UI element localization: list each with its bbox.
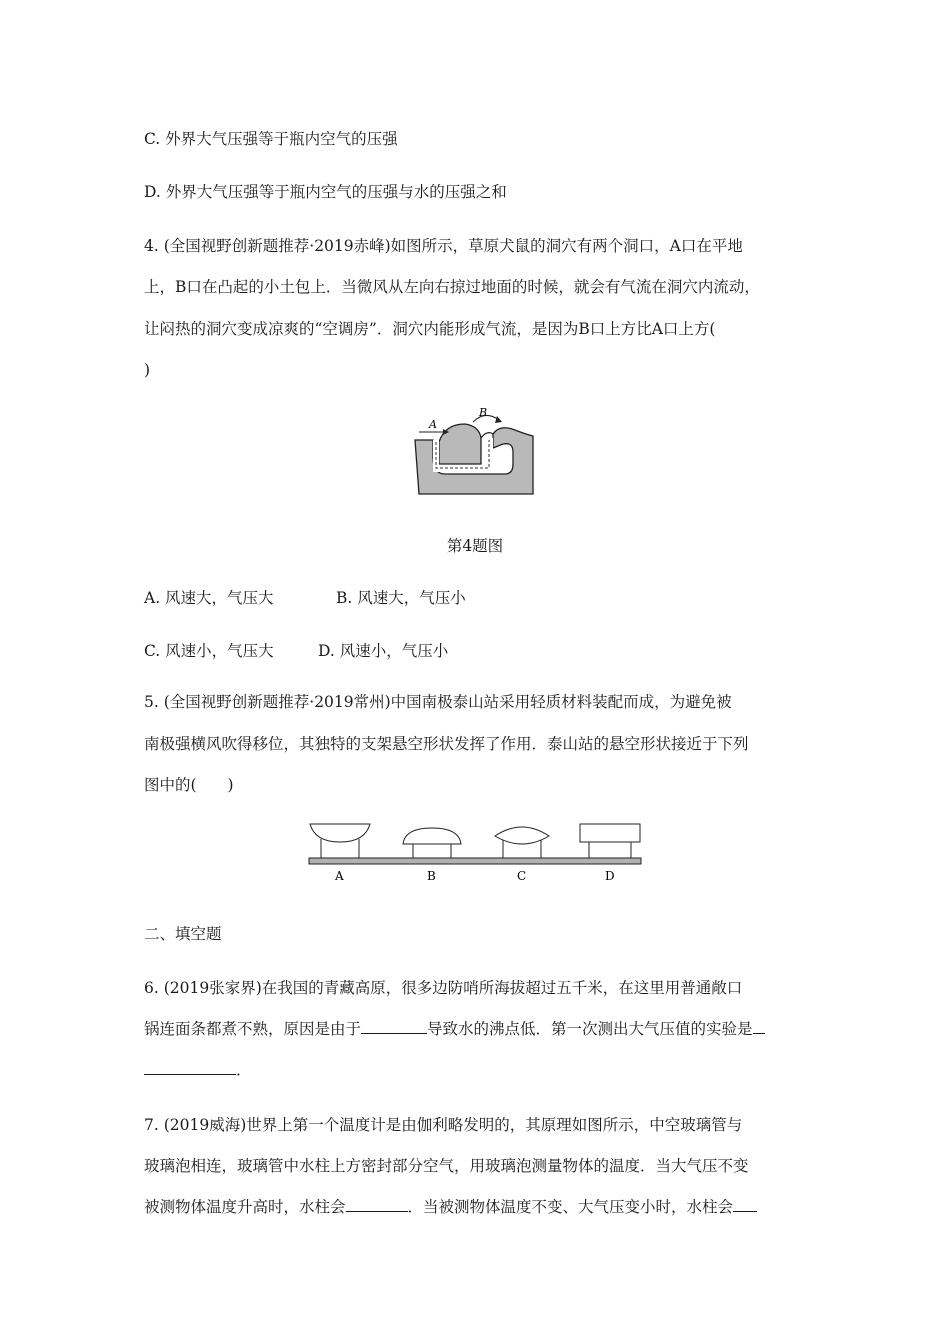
q5-stem-line-1: 5. (全国视野创新题推荐·2019常州)中国南极泰山站采用轻质材料装配而成，为避免被 xyxy=(144,693,732,711)
q5-label-b: B xyxy=(427,869,436,883)
q4-option-c: C. 风速小，气压大 xyxy=(144,642,274,660)
q7-stem-line-3 xyxy=(144,1196,757,1218)
q7-text-a: 被测物体温度升高时，水柱会 xyxy=(144,1198,346,1216)
q6-stem-line-2 xyxy=(144,1018,765,1040)
q6-stem-line-1: 6. (2019张家界)在我国的青藏高原，很多边防哨所海拔超过五千米，在这里用普通敞口 xyxy=(144,979,743,997)
q5-station-figure xyxy=(305,820,645,888)
q7-text-b: ．当被测物体温度不变、大气压变小时，水柱会 xyxy=(407,1198,734,1216)
q5-stem-line-3: 图中的( ) xyxy=(144,776,234,794)
q3-option-d: D. 外界大气压强等于瓶内空气的压强与水的压强之和 xyxy=(144,183,507,201)
section-title-fill-in: 二、填空题 xyxy=(144,925,222,943)
q4-stem-line-3: 让闷热的洞穴变成凉爽的“空调房”．洞穴内能形成气流，是因为B口上方比A口上方( xyxy=(144,320,716,338)
q7-stem-line-2: 玻璃泡相连，玻璃管中水柱上方密封部分空气，用玻璃泡测量物体的温度．当大气压不变 xyxy=(144,1157,749,1175)
q5-stem-line-2: 南极强横风吹得移位，其独特的支架悬空形状发挥了作用．泰山站的悬空形状接近于下列 xyxy=(144,735,749,753)
q7-blank-1[interactable] xyxy=(346,1197,408,1212)
q4-label-a: A xyxy=(429,418,437,431)
q4-figure-caption: 第4题图 xyxy=(446,537,504,555)
q6-stem-line-3 xyxy=(144,1059,252,1081)
q4-stem-line-4: ) xyxy=(144,361,151,379)
q6-blank-2-end[interactable] xyxy=(144,1060,236,1075)
q4-stem-line-1: 4. (全国视野创新题推荐·2019赤峰)如图所示，草原犬鼠的洞穴有两个洞口，A口在平地 xyxy=(144,237,743,255)
q7-blank-2[interactable] xyxy=(733,1197,757,1212)
q5-label-c: C xyxy=(517,869,527,883)
q5-label-d: D xyxy=(605,869,615,883)
q6-blank-1[interactable] xyxy=(361,1019,427,1034)
q7-stem-line-1: 7. (2019威海)世界上第一个温度计是由伽利略发明的，其原理如图所示，中空玻璃管与 xyxy=(144,1116,743,1134)
q6-end: ． xyxy=(236,1061,252,1079)
q4-option-a: A. 风速大，气压大 xyxy=(144,589,274,607)
q4-stem-line-2: 上，B口在凸起的小土包上．当微风从左向右掠过地面的时候，就会有气流在洞穴内流动， xyxy=(144,278,760,296)
q4-option-b: B. 风速大，气压小 xyxy=(336,589,466,607)
q6-text-b: 导致水的沸点低．第一次测出大气压值的实验是 xyxy=(427,1020,753,1038)
q4-option-d: D. 风速小，气压小 xyxy=(318,642,449,660)
q3-option-c: C. 外界大气压强等于瓶内空气的压强 xyxy=(144,130,398,148)
q6-text-a: 锅连面条都煮不熟，原因是由于 xyxy=(144,1020,362,1038)
q4-label-b: B xyxy=(479,406,488,419)
q4-burrow-figure xyxy=(405,402,540,498)
q5-label-a: A xyxy=(335,869,344,883)
q6-blank-2-start[interactable] xyxy=(753,1019,765,1034)
